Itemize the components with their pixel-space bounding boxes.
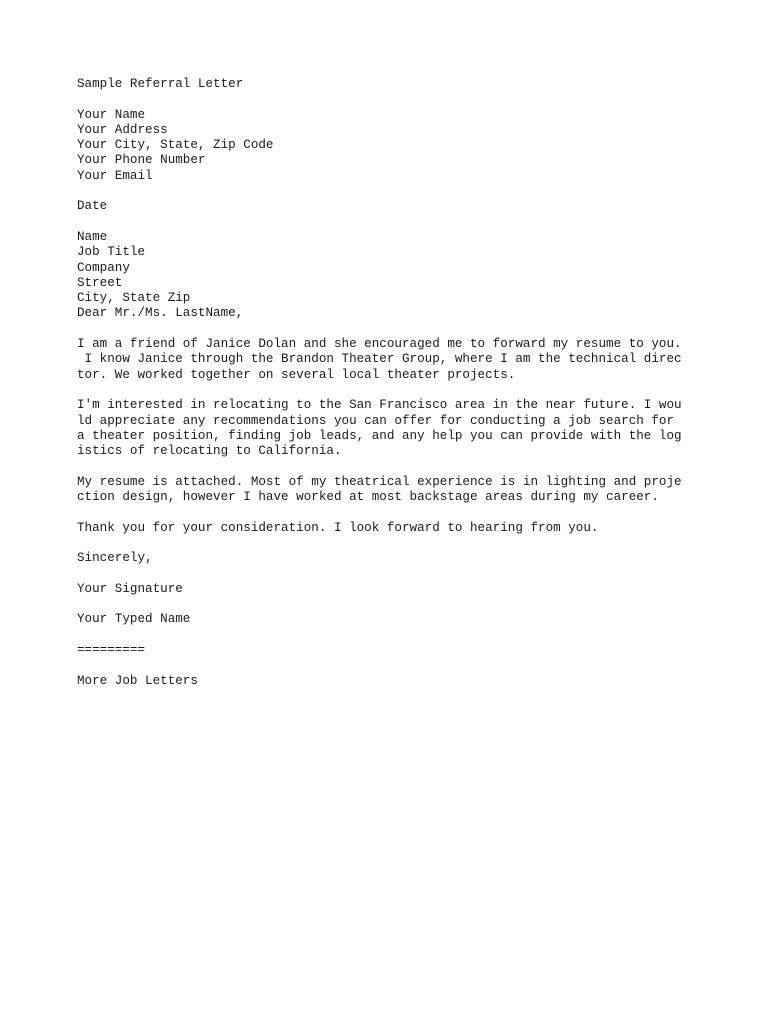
paragraph-1-line-2: I know Janice through the Brandon Theater Group, where I am the technical direc: [77, 352, 682, 367]
sender-city-state-zip: Your City, State, Zip Code: [77, 138, 274, 153]
sender-address: Your Address: [77, 122, 168, 137]
sender-email: Your Email: [77, 168, 153, 183]
sender-name: Your Name: [77, 107, 146, 122]
recipient-company: Company: [77, 260, 130, 275]
paragraph-2-line-3: a theater position, finding job leads, and any help you can provide with the log: [77, 428, 682, 443]
blank-line: [77, 567, 737, 582]
recipient-job-title: Job Title: [77, 245, 146, 260]
blank-line: [77, 597, 737, 612]
paragraph-2-line-2: ld appreciate any recommendations you can offer for conducting a job search for: [77, 413, 675, 428]
more-job-letters: More Job Letters: [77, 673, 198, 688]
paragraph-4: Thank you for your consideration. I look forward to hearing from you.: [77, 520, 599, 535]
sender-phone: Your Phone Number: [77, 153, 206, 168]
blank-line: [77, 536, 737, 551]
blank-line: [77, 383, 737, 398]
blank-line: [77, 92, 737, 107]
blank-line: [77, 628, 737, 643]
paragraph-3-line-2: ction design, however I have worked at most backstage areas during my career.: [77, 490, 659, 505]
letter-body: [77, 77, 737, 689]
paragraph-2-line-4: istics of relocating to California.: [77, 444, 342, 459]
letter-heading: Sample Referral Letter: [77, 77, 244, 91]
paragraph-3-line-1: My resume is attached. Most of my theatrical experience is in lighting and proje: [77, 474, 682, 489]
recipient-street: Street: [77, 275, 123, 290]
divider: =========: [77, 642, 146, 657]
paragraph-1-line-1: I am a friend of Janice Dolan and she encouraged me to forward my resume to you.: [77, 337, 682, 352]
closing: Sincerely,: [77, 551, 153, 566]
blank-line: [77, 505, 737, 520]
recipient-name: Name: [77, 229, 108, 244]
blank-line: [77, 658, 737, 673]
salutation: Dear Mr./Ms. LastName,: [77, 306, 244, 321]
blank-line: [77, 459, 737, 474]
recipient-city-state-zip: City, State Zip: [77, 291, 191, 306]
blank-line: [77, 322, 737, 337]
paragraph-2-line-1: I'm interested in relocating to the San Francisco area in the near future. I wou: [77, 398, 682, 413]
paragraph-1-line-3: tor. We worked together on several local theater projects.: [77, 367, 516, 382]
signature: Your Signature: [77, 581, 183, 596]
typed-name: Your Typed Name: [77, 612, 191, 627]
blank-line: [77, 215, 737, 230]
letter-date: Date: [77, 199, 108, 214]
blank-line: [77, 184, 737, 199]
